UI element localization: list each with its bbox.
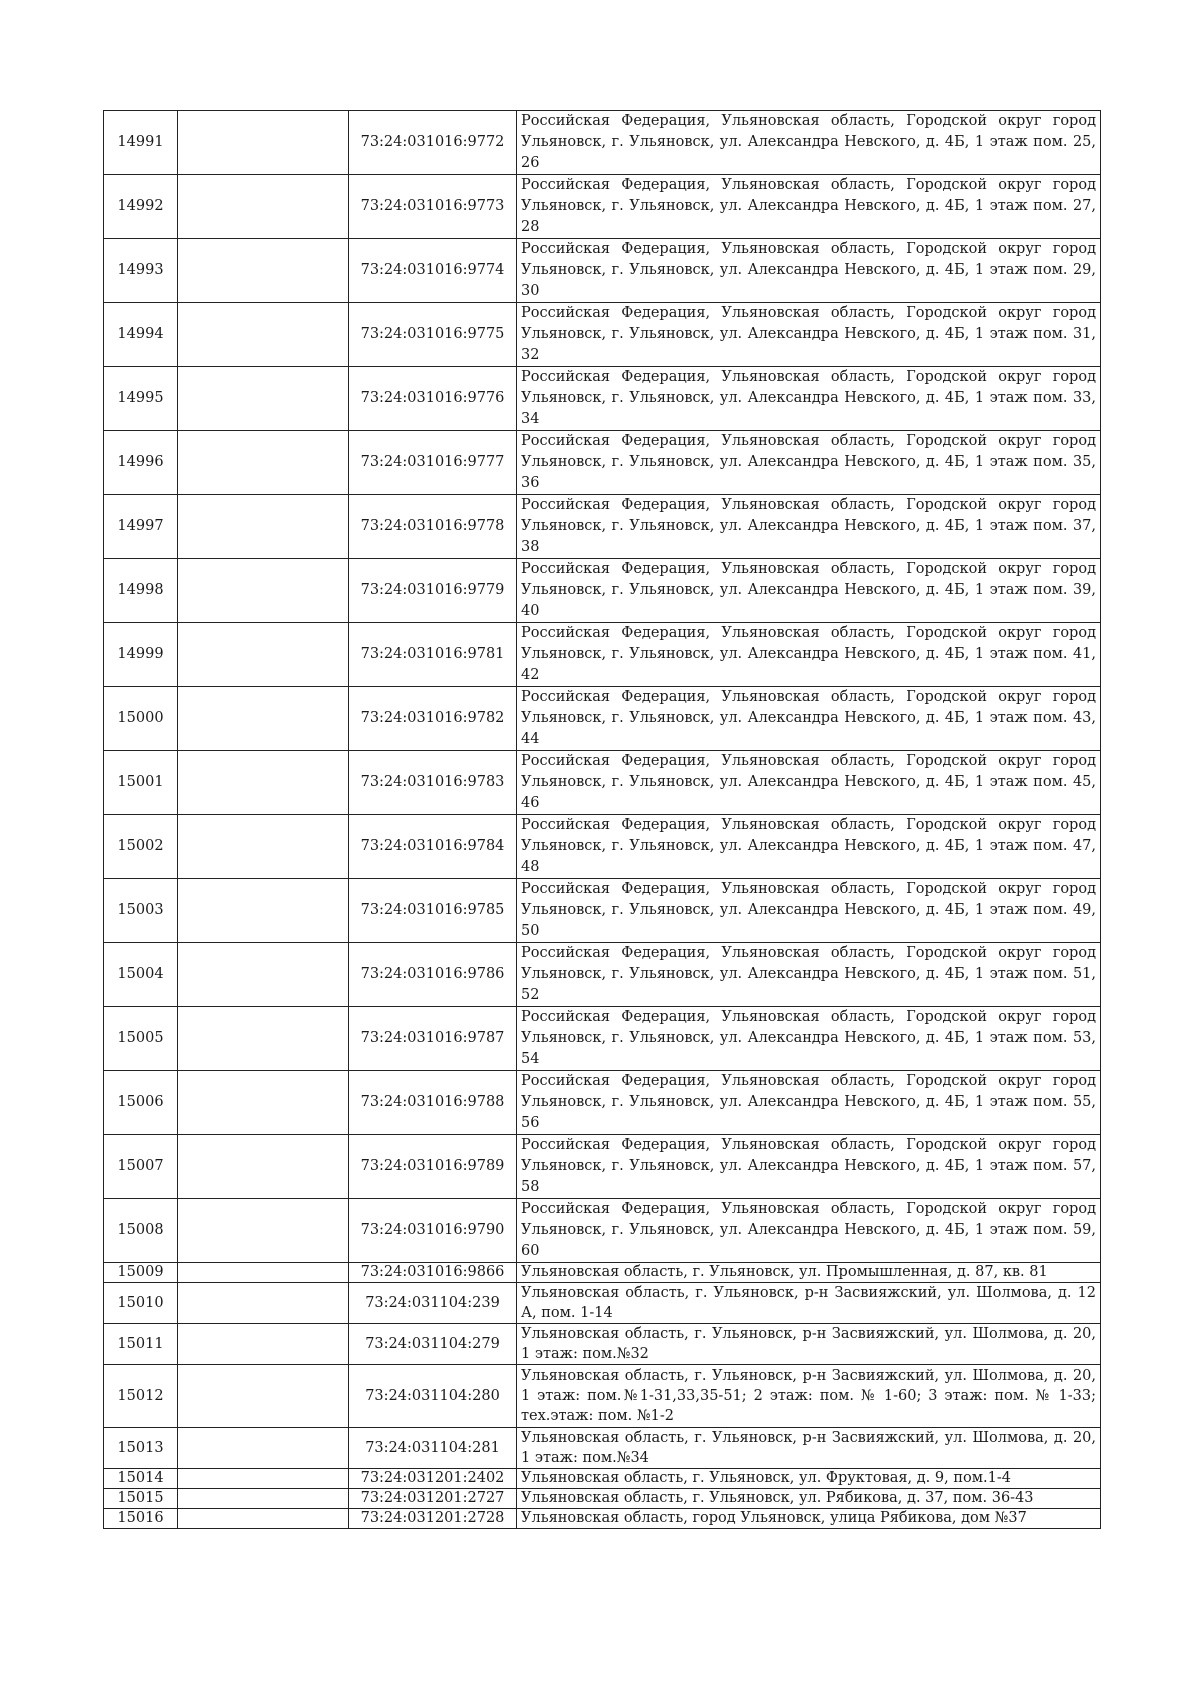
owner-cell (178, 1428, 349, 1469)
cadastral-number: 73:24:031016:9777 (349, 431, 517, 495)
row-number: 15014 (104, 1469, 178, 1489)
row-number: 14999 (104, 623, 178, 687)
address-cell: Российская Федерация, Ульяновская область, Городской округ город Ульяновск, г. Ульяновск, ул. Александра Невского, д. 4Б, 1 этаж пом. 55, 56 (517, 1071, 1101, 1135)
row-number: 14992 (104, 175, 178, 239)
row-number: 14993 (104, 239, 178, 303)
cadastral-number: 73:24:031016:9782 (349, 687, 517, 751)
table-row (104, 943, 1101, 1007)
address-cell: Российская Федерация, Ульяновская область, Городской округ город Ульяновск, г. Ульяновск, ул. Александра Невского, д. 4Б, 1 этаж пом. 33, 34 (517, 367, 1101, 431)
cadastral-number: 73:24:031104:281 (349, 1428, 517, 1469)
address-cell: Ульяновская область, г. Ульяновск, ул. Фруктовая, д. 9, пом.1-4 (517, 1469, 1101, 1489)
cadastral-number: 73:24:031016:9779 (349, 559, 517, 623)
cadastral-number: 73:24:031016:9781 (349, 623, 517, 687)
table-row (104, 623, 1101, 687)
owner-cell (178, 1135, 349, 1199)
address-cell: Российская Федерация, Ульяновская область, Городской округ город Ульяновск, г. Ульяновск, ул. Александра Невского, д. 4Б, 1 этаж пом. 59, 60 (517, 1199, 1101, 1263)
owner-cell (178, 1007, 349, 1071)
address-cell: Российская Федерация, Ульяновская область, Городской округ город Ульяновск, г. Ульяновск, ул. Александра Невского, д. 4Б, 1 этаж пом. 43, 44 (517, 687, 1101, 751)
cadastral-number: 73:24:031016:9772 (349, 111, 517, 175)
owner-cell (178, 367, 349, 431)
table-row (104, 559, 1101, 623)
row-number: 15012 (104, 1365, 178, 1428)
cadastral-number: 73:24:031016:9790 (349, 1199, 517, 1263)
owner-cell (178, 623, 349, 687)
row-number: 15015 (104, 1489, 178, 1509)
address-cell: Ульяновская область, г. Ульяновск, ул. Рябикова, д. 37, пом. 36-43 (517, 1489, 1101, 1509)
owner-cell (178, 559, 349, 623)
owner-cell (178, 1324, 349, 1365)
table-row (104, 431, 1101, 495)
cadastral-number: 73:24:031016:9775 (349, 303, 517, 367)
owner-cell (178, 111, 349, 175)
table-row (104, 1263, 1101, 1283)
cadastral-number: 73:24:031016:9788 (349, 1071, 517, 1135)
registry-table (103, 110, 1101, 1529)
owner-cell (178, 751, 349, 815)
table-row (104, 1509, 1101, 1529)
cadastral-number: 73:24:031201:2727 (349, 1489, 517, 1509)
row-number: 14991 (104, 111, 178, 175)
table-row (104, 111, 1101, 175)
table-row (104, 239, 1101, 303)
row-number: 14997 (104, 495, 178, 559)
address-cell: Ульяновская область, г. Ульяновск, р-н Засвияжский, ул. Шолмова, д. 20, 1 этаж: пом.№34 (517, 1428, 1101, 1469)
owner-cell (178, 1283, 349, 1324)
owner-cell (178, 815, 349, 879)
cadastral-number: 73:24:031016:9778 (349, 495, 517, 559)
cadastral-number: 73:24:031016:9783 (349, 751, 517, 815)
address-cell: Ульяновская область, г. Ульяновск, р-н Засвияжский, ул. Шолмова, д. 12 А, пом. 1-14 (517, 1283, 1101, 1324)
cadastral-number: 73:24:031016:9786 (349, 943, 517, 1007)
owner-cell (178, 1365, 349, 1428)
row-number: 15004 (104, 943, 178, 1007)
table-row (104, 1428, 1101, 1469)
owner-cell (178, 1199, 349, 1263)
cadastral-number: 73:24:031016:9774 (349, 239, 517, 303)
row-number: 14994 (104, 303, 178, 367)
owner-cell (178, 1071, 349, 1135)
row-number: 15016 (104, 1509, 178, 1529)
table-row (104, 815, 1101, 879)
table-row (104, 751, 1101, 815)
row-number: 15001 (104, 751, 178, 815)
owner-cell (178, 943, 349, 1007)
address-cell: Российская Федерация, Ульяновская область, Городской округ город Ульяновск, г. Ульяновск, ул. Александра Невского, д. 4Б, 1 этаж пом. 57, 58 (517, 1135, 1101, 1199)
owner-cell (178, 1509, 349, 1529)
address-cell: Ульяновская область, город Ульяновск, улица Рябикова, дом №37 (517, 1509, 1101, 1529)
row-number: 15008 (104, 1199, 178, 1263)
owner-cell (178, 1263, 349, 1283)
address-cell: Российская Федерация, Ульяновская область, Городской округ город Ульяновск, г. Ульяновск, ул. Александра Невского, д. 4Б, 1 этаж пом. 45, 46 (517, 751, 1101, 815)
address-cell: Российская Федерация, Ульяновская область, Городской округ город Ульяновск, г. Ульяновск, ул. Александра Невского, д. 4Б, 1 этаж пом. 53, 54 (517, 1007, 1101, 1071)
cadastral-number: 73:24:031104:239 (349, 1283, 517, 1324)
cadastral-number: 73:24:031016:9866 (349, 1263, 517, 1283)
cadastral-number: 73:24:031104:279 (349, 1324, 517, 1365)
cadastral-number: 73:24:031201:2728 (349, 1509, 517, 1529)
owner-cell (178, 431, 349, 495)
row-number: 15010 (104, 1283, 178, 1324)
row-number: 15002 (104, 815, 178, 879)
row-number: 15009 (104, 1263, 178, 1283)
row-number: 15007 (104, 1135, 178, 1199)
row-number: 14995 (104, 367, 178, 431)
cadastral-number: 73:24:031016:9789 (349, 1135, 517, 1199)
owner-cell (178, 879, 349, 943)
address-cell: Ульяновская область, г. Ульяновск, ул. Промышленная, д. 87, кв. 81 (517, 1263, 1101, 1283)
cadastral-number: 73:24:031016:9773 (349, 175, 517, 239)
row-number: 15000 (104, 687, 178, 751)
address-cell: Российская Федерация, Ульяновская область, Городской округ город Ульяновск, г. Ульяновск, ул. Александра Невского, д. 4Б, 1 этаж пом. 25, 26 (517, 111, 1101, 175)
table-row (104, 303, 1101, 367)
cadastral-number: 73:24:031201:2402 (349, 1469, 517, 1489)
cadastral-number: 73:24:031016:9776 (349, 367, 517, 431)
owner-cell (178, 687, 349, 751)
row-number: 14998 (104, 559, 178, 623)
table-row (104, 687, 1101, 751)
row-number: 15013 (104, 1428, 178, 1469)
owner-cell (178, 303, 349, 367)
table-row (104, 495, 1101, 559)
table-row (104, 1489, 1101, 1509)
table-row (104, 1199, 1101, 1263)
table-row (104, 175, 1101, 239)
table-row (104, 1135, 1101, 1199)
address-cell: Российская Федерация, Ульяновская область, Городской округ город Ульяновск, г. Ульяновск, ул. Александра Невского, д. 4Б, 1 этаж пом. 47, 48 (517, 815, 1101, 879)
owner-cell (178, 1489, 349, 1509)
table-row (104, 1071, 1101, 1135)
table-row (104, 879, 1101, 943)
table-row (104, 1324, 1101, 1365)
owner-cell (178, 175, 349, 239)
cadastral-number: 73:24:031016:9784 (349, 815, 517, 879)
row-number: 15011 (104, 1324, 178, 1365)
table-row (104, 1007, 1101, 1071)
address-cell: Ульяновская область, г. Ульяновск, р-н Засвияжский, ул. Шолмова, д. 20, 1 этаж: пом.№32 (517, 1324, 1101, 1365)
cadastral-number: 73:24:031104:280 (349, 1365, 517, 1428)
address-cell: Российская Федерация, Ульяновская область, Городской округ город Ульяновск, г. Ульяновск, ул. Александра Невского, д. 4Б, 1 этаж пом. 31, 32 (517, 303, 1101, 367)
address-cell: Российская Федерация, Ульяновская область, Городской округ город Ульяновск, г. Ульяновск, ул. Александра Невского, д. 4Б, 1 этаж пом. 27, 28 (517, 175, 1101, 239)
cadastral-number: 73:24:031016:9787 (349, 1007, 517, 1071)
address-cell: Российская Федерация, Ульяновская область, Городской округ город Ульяновск, г. Ульяновск, ул. Александра Невского, д. 4Б, 1 этаж пом. 49, 50 (517, 879, 1101, 943)
address-cell: Ульяновская область, г. Ульяновск, р-н Засвияжский, ул. Шолмова, д. 20, 1 этаж: пом.№1-31,33,35-51; 2 этаж: пом. № 1-60; 3 этаж: пом. № 1-33; тех.этаж: пом. №1-2 (517, 1365, 1101, 1428)
row-number: 15006 (104, 1071, 178, 1135)
table-row (104, 1283, 1101, 1324)
address-cell: Российская Федерация, Ульяновская область, Городской округ город Ульяновск, г. Ульяновск, ул. Александра Невского, д. 4Б, 1 этаж пом. 51, 52 (517, 943, 1101, 1007)
owner-cell (178, 239, 349, 303)
row-number: 14996 (104, 431, 178, 495)
registry-table-body (104, 111, 1101, 1529)
address-cell: Российская Федерация, Ульяновская область, Городской округ город Ульяновск, г. Ульяновск, ул. Александра Невского, д. 4Б, 1 этаж пом. 35, 36 (517, 431, 1101, 495)
table-row (104, 1365, 1101, 1428)
address-cell: Российская Федерация, Ульяновская область, Городской округ город Ульяновск, г. Ульяновск, ул. Александра Невского, д. 4Б, 1 этаж пом. 29, 30 (517, 239, 1101, 303)
address-cell: Российская Федерация, Ульяновская область, Городской округ город Ульяновск, г. Ульяновск, ул. Александра Невского, д. 4Б, 1 этаж пом. 37, 38 (517, 495, 1101, 559)
cadastral-number: 73:24:031016:9785 (349, 879, 517, 943)
row-number: 15003 (104, 879, 178, 943)
table-row (104, 1469, 1101, 1489)
owner-cell (178, 1469, 349, 1489)
table-row (104, 367, 1101, 431)
address-cell: Российская Федерация, Ульяновская область, Городской округ город Ульяновск, г. Ульяновск, ул. Александра Невского, д. 4Б, 1 этаж пом. 41, 42 (517, 623, 1101, 687)
row-number: 15005 (104, 1007, 178, 1071)
address-cell: Российская Федерация, Ульяновская область, Городской округ город Ульяновск, г. Ульяновск, ул. Александра Невского, д. 4Б, 1 этаж пом. 39, 40 (517, 559, 1101, 623)
owner-cell (178, 495, 349, 559)
